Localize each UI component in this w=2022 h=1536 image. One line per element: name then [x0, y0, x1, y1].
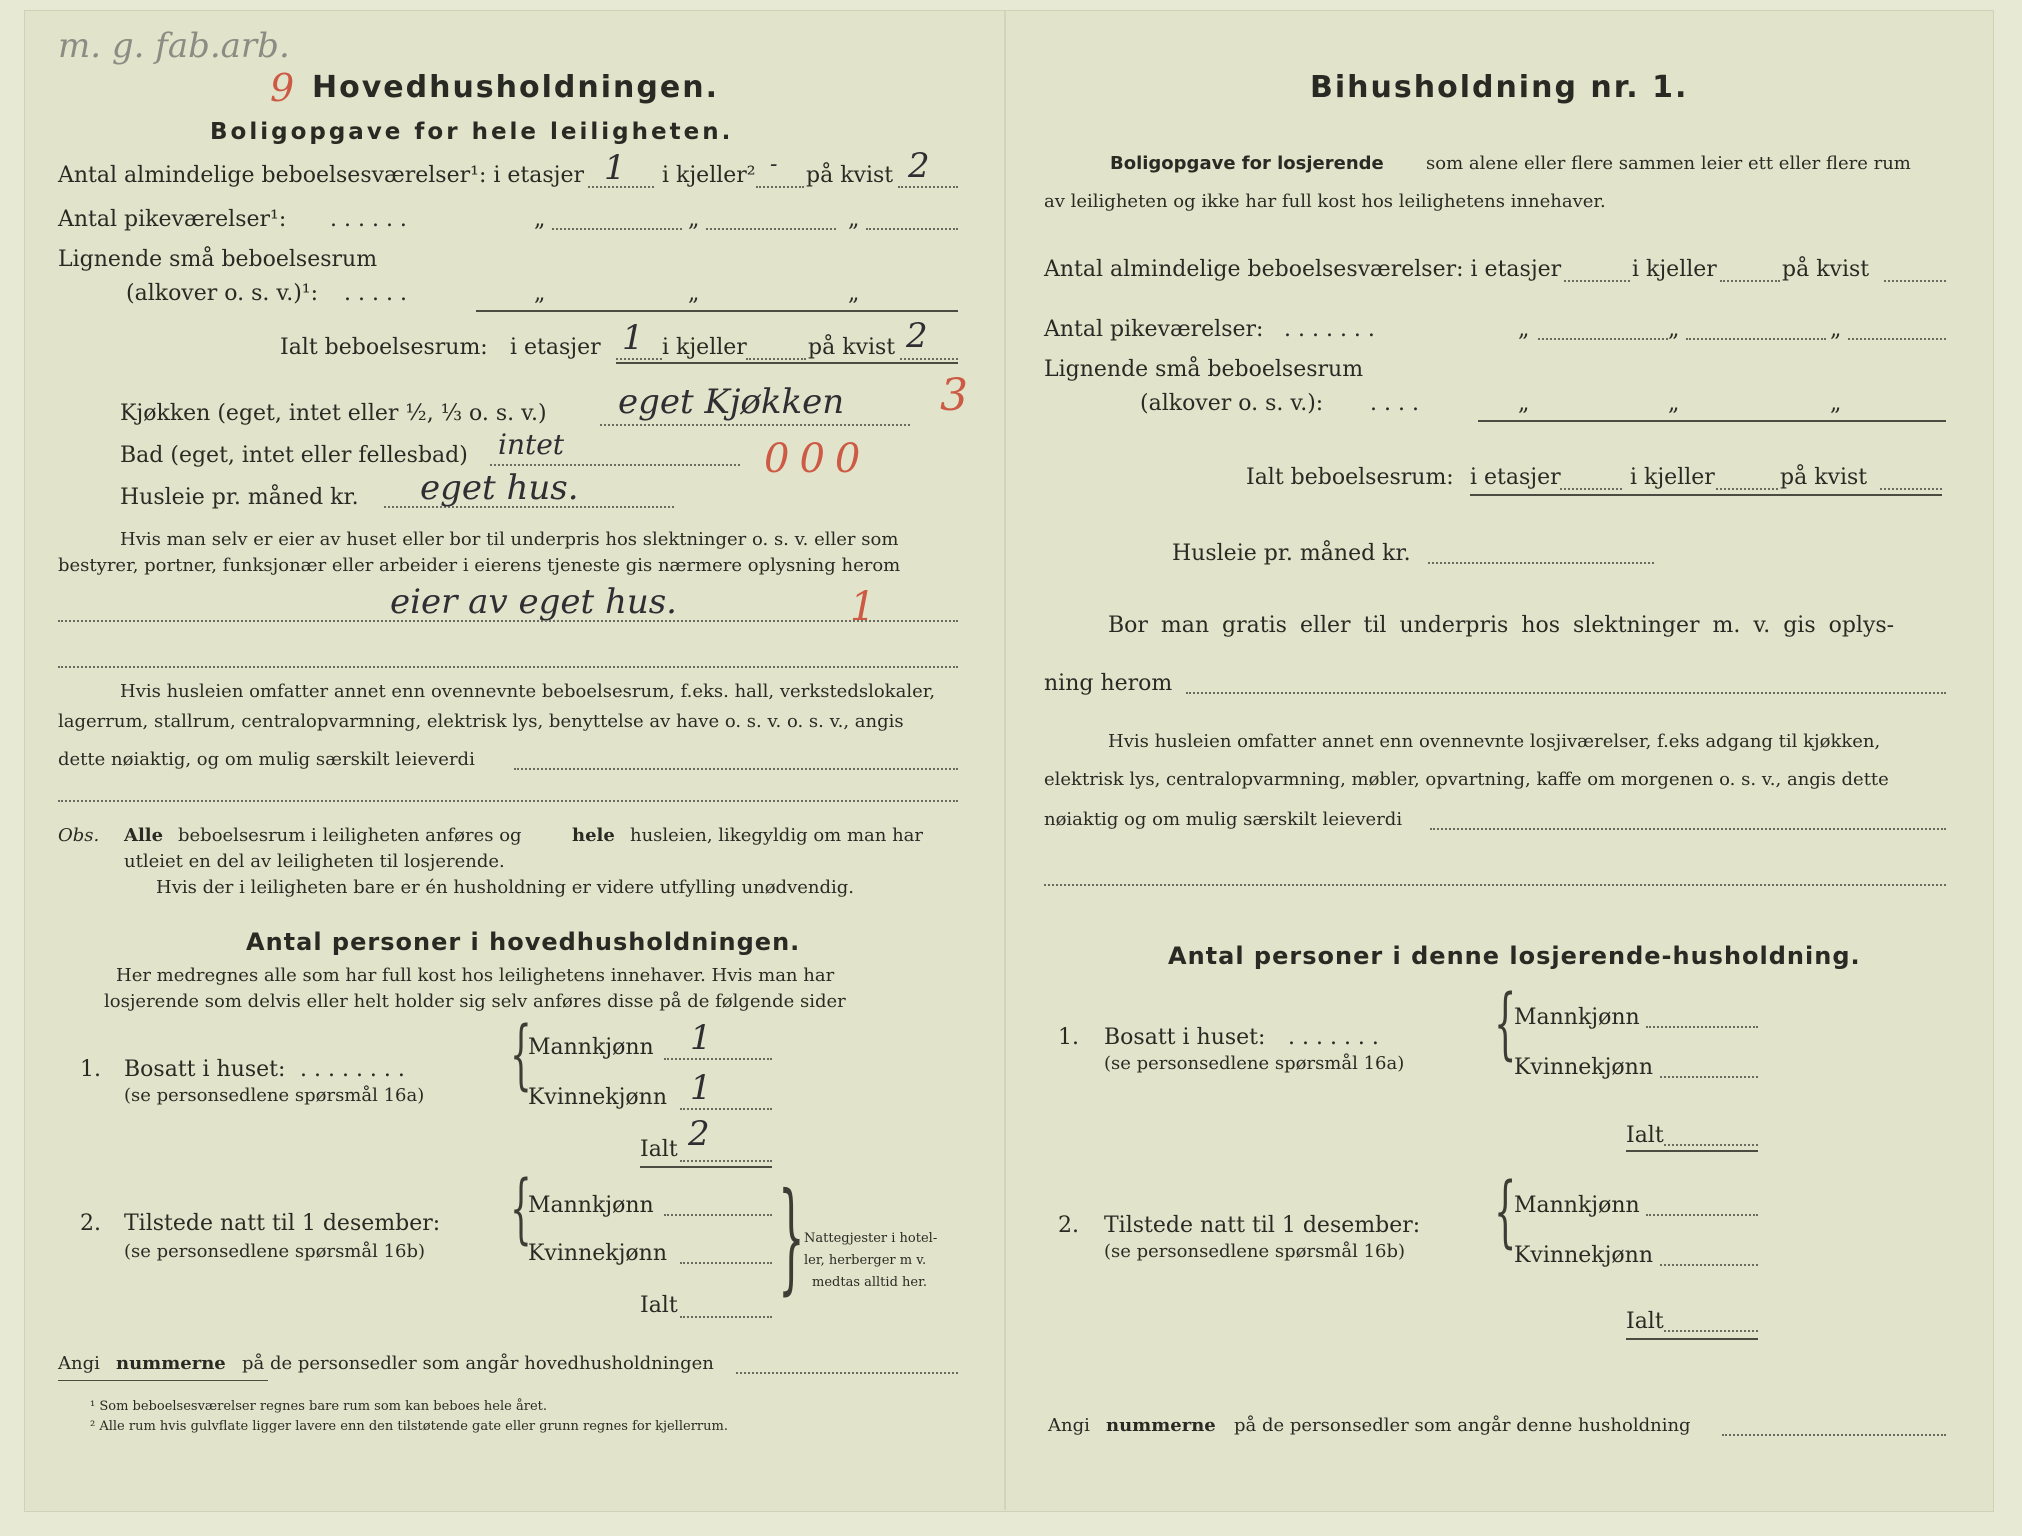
left-q2-sub: (se personsedlene spørsmål 16b)	[124, 1241, 426, 1262]
right-rooms-etasjer-field	[1564, 280, 1630, 282]
right-q2-mann-field	[1646, 1214, 1758, 1216]
left-angi-b: nummerne	[116, 1353, 226, 1374]
right-q1-mann: Mannkjønn	[1514, 1005, 1640, 1030]
right-rent-label: Husleie pr. måned kr.	[1172, 541, 1411, 566]
total-kvist-value: 2	[906, 316, 928, 356]
right-intro-line2: av leiligheten og ikke har full kost hos leilighetens innehaver.	[1044, 191, 1606, 212]
extra-note-line2: lagerrum, stallrum, centralopvarmning, elektrisk lys, benyttelse av have o. s. v. o. s. v., angis	[58, 711, 904, 732]
right-rooms-kvist-field	[1884, 280, 1946, 282]
left-q2-note-2: ler, herberger m v.	[804, 1253, 927, 1268]
right-rooms-label: Antal almindelige beboelsesværelser: i etasjer	[1044, 257, 1562, 282]
small-q1: „	[534, 281, 546, 306]
right-q1-num: 1.	[1058, 1025, 1079, 1050]
small-q3: „	[848, 281, 860, 306]
left-q2-kvinne-field	[680, 1262, 772, 1264]
right-extra-field	[1430, 828, 1946, 830]
left-q1-mann-label: Mannkjønn	[528, 1035, 654, 1060]
rooms-kvist-field	[898, 186, 958, 188]
right-q2-brace: {	[1494, 1167, 1517, 1257]
right-extra-field-2	[1044, 884, 1946, 886]
extra-note-line3: dette nøiaktig, og om mulig særskilt leieverdi	[58, 749, 475, 770]
annotation-number: 9	[270, 66, 295, 110]
extra-note-line1: Hvis husleien omfatter annet enn ovennevnte beboelsesrum, f.eks. hall, verkstedslokaler,	[120, 681, 936, 702]
left-q1-label: Bosatt i huset:	[124, 1057, 286, 1082]
left-q2-num: 2.	[80, 1211, 101, 1236]
right-q1-ialt: Ialt	[1626, 1123, 1664, 1148]
left-q2-note-3: medtas alltid her.	[812, 1275, 928, 1290]
left-q1-ialt-field	[680, 1160, 772, 1162]
right-rent-field	[1428, 562, 1654, 564]
right-rooms-kjeller-field	[1720, 280, 1780, 282]
right-maid-dots: . . . . . . .	[1284, 317, 1375, 342]
right-q2-sub: (se personsedlene spørsmål 16b)	[1104, 1241, 1406, 1262]
left-q1-kvinne-label: Kvinnekjønn	[528, 1085, 667, 1110]
left-q2-right-brace: }	[778, 1168, 805, 1307]
left-q2-ialt-field	[680, 1316, 772, 1318]
total-rooms-label: Ialt beboelsesrum:	[280, 335, 488, 360]
rent-label: Husleie pr. måned kr.	[120, 485, 359, 510]
obs-hele: hele	[572, 825, 615, 846]
right-persons-heading: Antal personer i denne losjerende-husholdning.	[1168, 942, 1861, 970]
right-q1-brace: {	[1494, 979, 1517, 1069]
left-q2-ialt-label: Ialt	[640, 1293, 678, 1318]
owner-note-field-2	[58, 666, 958, 668]
left-persons-heading: Antal personer i hovedhusholdningen.	[246, 928, 801, 956]
maid-rooms-dots: . . . . . .	[330, 207, 407, 232]
right-q1-kvinne: Kvinnekjønn	[1514, 1055, 1653, 1080]
total-kvist-field	[900, 358, 958, 360]
obs-line1-b: beboelsesrum i leiligheten anføres og	[178, 825, 522, 846]
right-q1-ialt-underline	[1626, 1150, 1758, 1152]
right-small-q3: „	[1830, 391, 1842, 416]
right-maid-field-2	[1686, 338, 1826, 340]
right-q1-dots: . . . . . . .	[1288, 1025, 1379, 1050]
right-rooms-kjeller: i kjeller	[1632, 257, 1717, 282]
kitchen-label: Kjøkken (eget, intet eller ½, ⅓ o. s. v.)	[120, 401, 547, 426]
maid-q1: „	[534, 207, 546, 232]
right-q2-kvinne: Kvinnekjønn	[1514, 1243, 1653, 1268]
maid-rooms-label: Antal pikeværelser¹:	[58, 207, 287, 232]
small-rooms-label-b: (alkover o. s. v.)¹:	[126, 281, 319, 306]
right-q1-label: Bosatt i huset:	[1104, 1025, 1266, 1050]
left-subtitle: Boligopgave for hele leiligheten.	[210, 119, 734, 145]
right-maid-field-3	[1848, 338, 1946, 340]
right-q2-ialt-underline	[1626, 1338, 1758, 1340]
right-gratis-line1: Bor man gratis eller til underpris hos slektninger m. v. gis oplys-	[1108, 613, 1895, 638]
rooms-kvist-label: på kvist	[806, 163, 894, 188]
owner-note-value: eier av eget hus.	[390, 582, 677, 622]
left-q1-num: 1.	[80, 1057, 101, 1082]
annotation-top: m. g. fab.arb.	[58, 26, 290, 66]
left-q2-mann-label: Mannkjønn	[528, 1193, 654, 1218]
right-rooms-kvist: på kvist	[1782, 257, 1870, 282]
left-q1-mann-field	[664, 1058, 772, 1060]
right-title: Bihusholdning nr. 1.	[1310, 70, 1689, 105]
rooms-kjeller-field	[756, 186, 804, 188]
left-q1-kvinne-field	[680, 1108, 772, 1110]
right-angi-a: Angi	[1048, 1415, 1090, 1436]
left-q1-ialt-underline	[640, 1166, 772, 1168]
right-q2-label: Tilstede natt til 1 desember:	[1104, 1213, 1421, 1238]
footnote-divider	[58, 1380, 268, 1381]
left-title: Hovedhusholdningen.	[312, 70, 719, 105]
owner-note-code: 1	[850, 584, 876, 630]
left-q1-dots: . . . . . . . .	[300, 1057, 405, 1082]
right-q2-mann: Mannkjønn	[1514, 1193, 1640, 1218]
rooms-etasjer-value: 1	[604, 148, 626, 188]
left-angi-field	[736, 1372, 958, 1374]
left-q1-kvinne-value: 1	[690, 1068, 712, 1108]
left-q1-mann-value: 1	[690, 1018, 712, 1058]
total-kjeller-field	[746, 358, 806, 360]
left-angi-a: Angi	[58, 1353, 100, 1374]
right-maid-q3: „	[1830, 317, 1842, 342]
bath-field	[490, 464, 740, 466]
total-etasjer-label: i etasjer	[510, 335, 601, 360]
right-total-kjeller: i kjeller	[1630, 465, 1715, 490]
rooms-kvist-value: 2	[908, 146, 930, 186]
rooms-kjeller-value: -	[770, 152, 778, 177]
right-maid-field-1	[1538, 338, 1668, 340]
right-small-label-b: (alkover o. s. v.):	[1140, 391, 1324, 416]
obs-label: Obs.	[58, 825, 100, 846]
small-rooms-dots: . . . . .	[344, 281, 407, 306]
right-q2-kvinne-field	[1660, 1264, 1758, 1266]
rooms-label: Antal almindelige beboelsesværelser¹: i etasjer	[58, 163, 585, 188]
total-etasjer-value: 1	[622, 318, 644, 358]
right-small-q1: „	[1518, 391, 1530, 416]
bath-value: intet	[498, 428, 565, 461]
kitchen-code: 3	[940, 370, 968, 421]
right-total-kvist: på kvist	[1780, 465, 1868, 490]
owner-note-line2: bestyrer, portner, funksjonær eller arbeider i eierens tjeneste gis nærmere oplysning herom	[58, 555, 901, 576]
left-persons-note-line2: losjerende som delvis eller helt holder sig selv anføres disse på de følgende sider	[104, 991, 846, 1012]
right-total-label: Ialt beboelsesrum:	[1246, 465, 1454, 490]
right-small-sum-line	[1478, 420, 1946, 422]
left-angi-c: på de personsedler som angår hovedhusholdningen	[242, 1353, 714, 1374]
obs-alle: Alle	[124, 825, 164, 846]
right-extra-line1: Hvis husleien omfatter annet enn ovennevnte losjiværelser, f.eks adgang til kjøkken,	[1108, 731, 1881, 752]
right-q2-num: 2.	[1058, 1213, 1079, 1238]
rent-value: eget hus.	[420, 468, 579, 508]
obs-line3: Hvis der i leiligheten bare er én husholdning er videre utfylling unødvendig.	[156, 877, 855, 898]
footnote-2: ² Alle rum hvis gulvflate ligger lavere enn den tilstøtende gate eller grunn regnes for kjellerrum.	[90, 1419, 728, 1434]
kitchen-field	[600, 424, 910, 426]
right-intro-bold: Boligopgave for losjerende	[1110, 153, 1384, 174]
left-q1-ialt-value: 2	[688, 1114, 710, 1154]
maid-field-3	[866, 228, 958, 230]
owner-note-line1: Hvis man selv er eier av huset eller bor til underpris hos slektninger o. s. v. eller som	[120, 529, 899, 550]
right-maid-label: Antal pikeværelser:	[1044, 317, 1264, 342]
maid-q2: „	[688, 207, 700, 232]
right-q1-mann-field	[1646, 1026, 1758, 1028]
right-gratis-line2: ning herom	[1044, 671, 1173, 696]
right-extra-line3: nøiaktig og om mulig særskilt leieverdi	[1044, 809, 1403, 830]
right-q2-ialt: Ialt	[1626, 1309, 1664, 1334]
right-total-underline	[1470, 494, 1942, 496]
right-angi-c: på de personsedler som angår denne husholdning	[1234, 1415, 1691, 1436]
left-q1-sub: (se personsedlene spørsmål 16a)	[124, 1085, 425, 1106]
kitchen-value: eget Kjøkken	[618, 382, 845, 422]
right-maid-q2: „	[1668, 317, 1680, 342]
left-q2-brace: {	[510, 1163, 532, 1252]
total-kvist-label: på kvist	[808, 335, 896, 360]
right-q2-ialt-field	[1664, 1330, 1758, 1332]
right-q1-sub: (se personsedlene spørsmål 16a)	[1104, 1053, 1405, 1074]
footnote-1: ¹ Som beboelsesværelser regnes bare rum som kan beboes hele året.	[90, 1399, 547, 1414]
rooms-kjeller-label: i kjeller²	[662, 163, 756, 188]
small-rooms-sum-line	[476, 310, 958, 312]
extra-note-field-2	[58, 800, 958, 802]
right-total-etasjer-field	[1560, 488, 1622, 490]
small-q2: „	[688, 281, 700, 306]
owner-note-field	[58, 620, 958, 622]
right-q1-ialt-field	[1664, 1144, 1758, 1146]
right-total-etasjer: i etasjer	[1470, 465, 1561, 490]
right-total-kjeller-field	[1716, 488, 1778, 490]
left-q2-mann-field	[664, 1214, 772, 1216]
left-persons-note-line1: Her medregnes alle som har full kost hos leilighetens innehaver. Hvis man har	[116, 965, 835, 986]
right-maid-q1: „	[1518, 317, 1530, 342]
left-q1-brace: {	[510, 1009, 532, 1098]
right-gratis-field	[1186, 692, 1946, 694]
total-etasjer-field	[616, 358, 662, 360]
extra-note-field	[514, 768, 958, 770]
total-kjeller-label: i kjeller	[662, 335, 747, 360]
right-extra-line2: elektrisk lys, centralopvarmning, møbler, opvartning, kaffe om morgenen o. s. v., angis dette	[1044, 769, 1889, 790]
bath-label: Bad (eget, intet eller fellesbad)	[120, 443, 468, 468]
right-small-dots: . . . .	[1370, 391, 1419, 416]
maid-field-1	[552, 228, 682, 230]
right-angi-b: nummerne	[1106, 1415, 1216, 1436]
maid-field-2	[706, 228, 836, 230]
right-small-label-a: Lignende små beboelsesrum	[1044, 357, 1364, 382]
left-q2-label: Tilstede natt til 1 desember:	[124, 1211, 441, 1236]
right-intro-rest: som alene eller flere sammen leier ett eller flere rum	[1426, 153, 1911, 174]
left-q2-kvinne-label: Kvinnekjønn	[528, 1241, 667, 1266]
left-q1-ialt-label: Ialt	[640, 1137, 678, 1162]
bath-code: 000	[764, 436, 871, 482]
page-fold	[1004, 10, 1006, 1510]
small-rooms-label-a: Lignende små beboelsesrum	[58, 247, 378, 272]
right-small-q2: „	[1668, 391, 1680, 416]
maid-q3: „	[848, 207, 860, 232]
right-angi-field	[1722, 1434, 1946, 1436]
right-q1-kvinne-field	[1660, 1076, 1758, 1078]
left-q2-note-1: Nattegjester i hotel-	[804, 1231, 938, 1246]
right-total-kvist-field	[1880, 488, 1942, 490]
obs-line2: utleiet en del av leiligheten til losjerende.	[124, 851, 505, 872]
total-underline	[616, 362, 958, 364]
obs-line1-d: husleien, likegyldig om man har	[630, 825, 923, 846]
